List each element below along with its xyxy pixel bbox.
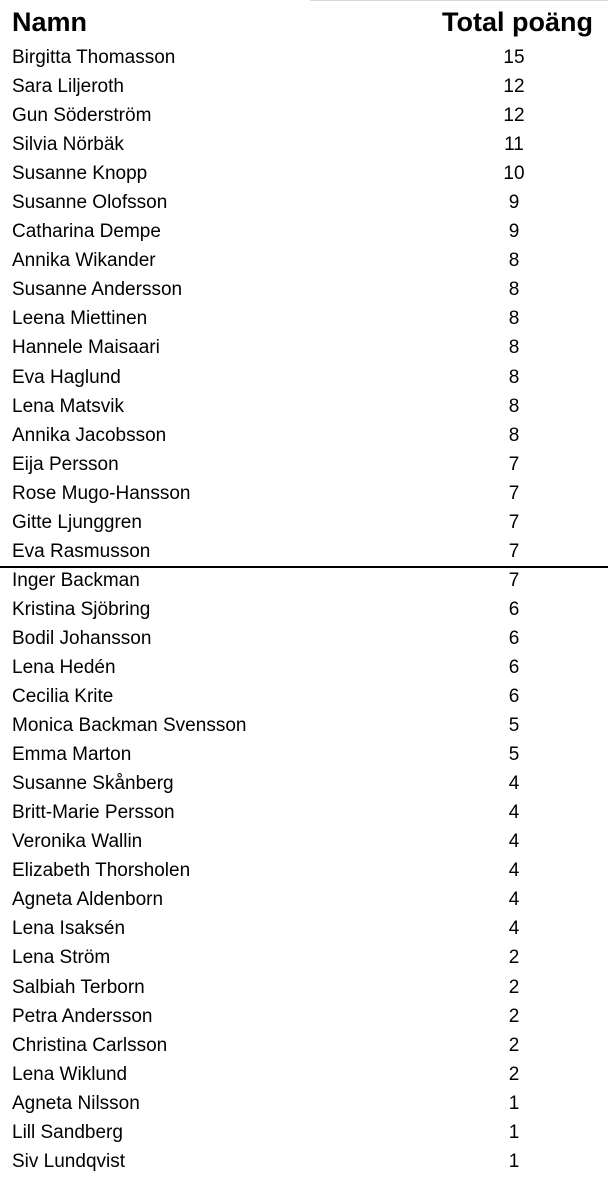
total-score: 2 (508, 1034, 520, 1056)
participant-name: Lena Isaksén (12, 918, 126, 940)
total-score: 12 (503, 76, 525, 98)
participant-name: Birgitta Thomasson (12, 47, 176, 68)
total-score: 7 (508, 511, 520, 533)
table-row (0, 566, 608, 595)
participant-name: Cecilia Krite (12, 686, 114, 708)
participant-name: Susanne Andersson (12, 279, 183, 301)
table-row (0, 333, 608, 362)
table-row (0, 798, 608, 827)
table-row (0, 246, 608, 275)
table-row (0, 1147, 608, 1176)
total-score: 6 (508, 686, 520, 708)
table-row (0, 856, 608, 885)
table-row (0, 653, 608, 682)
participant-name: Rose Mugo-Hansson (12, 482, 191, 504)
participant-name: Christina Carlsson (12, 1034, 168, 1056)
table-row (0, 711, 608, 740)
table-row (0, 130, 608, 159)
total-score: 15 (503, 47, 525, 68)
table-row (0, 1031, 608, 1060)
total-score: 7 (508, 482, 520, 504)
participant-name: Agneta Aldenborn (12, 889, 164, 911)
cutoff-divider-line (0, 566, 608, 568)
participant-name: Silvia Nörbäk (12, 134, 124, 156)
total-score: 4 (508, 889, 520, 911)
table-row (0, 682, 608, 711)
table-row (0, 914, 608, 943)
total-score: 2 (508, 1005, 520, 1027)
table-row (0, 479, 608, 508)
total-score: 8 (508, 366, 520, 388)
total-score: 10 (503, 163, 525, 185)
participant-name: Agneta Nilsson (12, 1092, 140, 1114)
participant-name: Veronika Wallin (12, 831, 143, 853)
table-row (0, 973, 608, 1002)
total-score: 9 (508, 221, 520, 243)
table-row (0, 304, 608, 333)
participant-name: Annika Wikander (12, 250, 156, 272)
total-score: 4 (508, 918, 520, 940)
table-row (0, 508, 608, 537)
column-header-total-score: Total poäng (442, 7, 593, 37)
table-row (0, 101, 608, 130)
table-row (0, 740, 608, 769)
participant-name: Petra Andersson (12, 1005, 153, 1027)
participant-name: Susanne Olofsson (12, 192, 168, 214)
table-row (0, 275, 608, 304)
table-row (0, 624, 608, 653)
participant-name: Susanne Skånberg (12, 773, 174, 795)
total-score: 8 (508, 337, 520, 359)
participant-name: Monica Backman Svensson (12, 715, 247, 737)
column-header-name: Namn (12, 7, 88, 37)
total-score: 1 (508, 1121, 520, 1143)
total-score: 12 (503, 105, 525, 127)
table-row (0, 1060, 608, 1089)
table-row (0, 450, 608, 479)
total-score: 8 (508, 250, 520, 272)
participant-name: Lena Matsvik (12, 395, 124, 417)
participant-name: Britt-Marie Persson (12, 802, 175, 824)
table-row (0, 537, 608, 566)
total-score: 6 (508, 627, 520, 649)
total-score: 8 (508, 424, 520, 446)
total-score: 4 (508, 860, 520, 882)
total-score: 2 (508, 976, 520, 998)
table-row (0, 217, 608, 246)
participant-name: Elizabeth Thorsholen (12, 860, 191, 882)
participant-name: Bodil Johansson (12, 627, 152, 649)
table-row (0, 188, 608, 217)
total-score: 1 (508, 1150, 520, 1172)
participant-name: Emma Marton (12, 744, 132, 766)
total-score: 2 (508, 1063, 520, 1085)
total-score: 4 (508, 802, 520, 824)
table-row (0, 943, 608, 972)
participant-name: Eija Persson (12, 453, 119, 475)
participant-name: Annika Jacobsson (12, 424, 167, 446)
participant-name: Siv Lundqvist (12, 1150, 126, 1172)
participant-name: Catharina Dempe (12, 221, 161, 243)
table-row (0, 392, 608, 421)
table-row (0, 769, 608, 798)
total-score: 7 (508, 569, 520, 591)
participant-name: Hannele Maisaari (12, 337, 160, 359)
participant-name: Salbiah Terborn (12, 976, 145, 998)
table-row (0, 1089, 608, 1118)
total-score: 6 (508, 598, 520, 620)
table-row (0, 1118, 608, 1147)
participant-name: Gitte Ljunggren (12, 511, 142, 533)
total-score: 8 (508, 308, 520, 330)
participant-name: Lill Sandberg (12, 1121, 123, 1143)
total-score: 11 (504, 134, 524, 156)
participant-name: Inger Backman (12, 569, 140, 591)
total-score: 5 (508, 744, 520, 766)
participant-name: Lena Hedén (12, 656, 116, 678)
total-score: 9 (508, 192, 520, 214)
total-score: 8 (508, 279, 520, 301)
table-header (0, 0, 608, 44)
table-row (0, 595, 608, 624)
total-score: 5 (508, 715, 520, 737)
total-score: 7 (508, 540, 520, 562)
participant-name: Eva Rasmusson (12, 540, 151, 562)
total-score: 7 (508, 453, 520, 475)
total-score: 1 (508, 1092, 520, 1114)
table-body (0, 43, 608, 1176)
table-row (0, 363, 608, 392)
table-row (0, 827, 608, 856)
table-row (0, 43, 608, 72)
participant-name: Gun Söderström (12, 105, 152, 127)
participant-name: Susanne Knopp (12, 163, 148, 185)
participant-name: Lena Wiklund (12, 1063, 128, 1085)
total-score: 2 (508, 947, 520, 969)
total-score: 6 (508, 656, 520, 678)
participant-name: Leena Miettinen (12, 308, 148, 330)
total-score: 8 (508, 395, 520, 417)
table-row (0, 72, 608, 101)
participant-name: Sara Liljeroth (12, 76, 124, 98)
table-row (0, 421, 608, 450)
table-row (0, 159, 608, 188)
participant-name: Eva Haglund (12, 366, 121, 388)
total-score: 4 (508, 773, 520, 795)
table-row (0, 1002, 608, 1031)
participant-name: Kristina Sjöbring (12, 598, 151, 620)
table-row (0, 885, 608, 914)
total-score: 4 (508, 831, 520, 853)
participant-name: Lena Ström (12, 947, 111, 969)
